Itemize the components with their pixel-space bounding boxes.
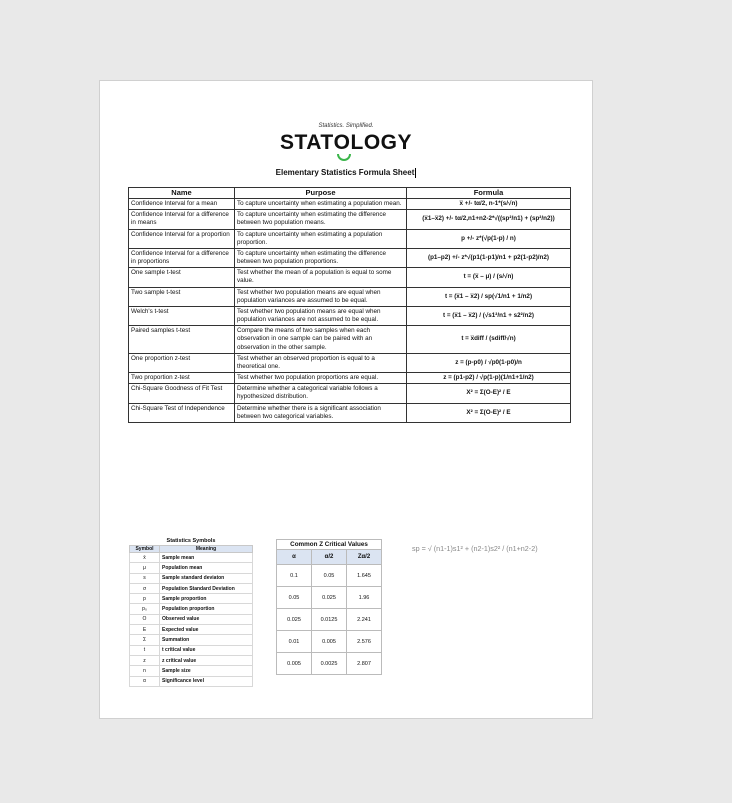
meaning-cell: Expected value [160,625,253,635]
row-formula: t = x̅diff / (sdiff/√n) [407,326,571,354]
meaning-cell: Sample size [160,666,253,676]
row-formula: z = (p-p0) / √p0(1-p0)/n [407,353,571,372]
z-cell: 0.025 [277,609,312,631]
meaning-cell: Observed value [160,614,253,624]
table-row [129,199,571,210]
symbol-row [130,625,253,635]
table-row [129,306,571,325]
row-formula: t = (x̅1 – x̅2) / sp(√1/n1 + 1/n2) [407,287,571,306]
symbol-cell: α [130,676,160,686]
row-purpose: Test whether two population proportions are equal. [235,373,407,384]
symbol-cell: t [130,645,160,655]
row-name: Confidence Interval for a mean [129,199,235,210]
meaning-cell: Sample standard deviaton [160,573,253,583]
symbols-table [129,538,253,687]
z-cell: 0.0125 [312,609,347,631]
table-row [129,210,571,229]
table-row [129,403,571,422]
z-cell: 0.05 [277,587,312,609]
z-cell: 0.005 [277,653,312,675]
z-cell: 2.807 [347,653,382,675]
symbol-cell: μ [130,563,160,573]
symbol-cell: p [130,594,160,604]
row-purpose: To capture uncertainty when estimating the difference between two population proportions. [235,248,407,267]
row-name: Two sample t-test [129,287,235,306]
z-caption: Common Z Critical Values [276,539,382,549]
symbol-row [130,573,253,583]
symbol-row [130,666,253,676]
row-formula: X² = Σ(O-E)² / E [407,403,571,422]
symbol-cell: n [130,666,160,676]
z-cell: 0.025 [312,587,347,609]
meaning-cell: Population mean [160,563,253,573]
table-row [129,287,571,306]
symbols-header-symbol: Symbol [130,546,160,553]
z-cell: 0.005 [312,631,347,653]
symbol-cell: x̄ [130,553,160,563]
row-purpose: To capture uncertainty when estimating the difference between two population means. [235,210,407,229]
meaning-cell: Sample mean [160,553,253,563]
symbol-cell: z [130,655,160,665]
z-row [277,609,382,631]
symbol-cell: p₀ [130,604,160,614]
pooled-sd-formula: sp = √ (n1-1)s1² + (n2-1)s2² / (n1+n2-2) [412,544,538,553]
header-formula: Formula [407,188,571,199]
symbol-row [130,594,253,604]
row-purpose: To capture uncertainty when estimating a population proportion. [235,229,407,248]
z-header-z: Zα/2 [347,550,382,565]
z-header-alpha: α [277,550,312,565]
symbol-row [130,583,253,593]
formula-table [128,187,571,423]
header-name: Name [129,188,235,199]
symbol-row [130,676,253,686]
document-page [100,81,592,718]
meaning-cell: Significance level [160,676,253,686]
z-critical-table [276,539,382,675]
row-purpose: Determine whether there is a significant association between two categorical variables. [235,403,407,422]
symbol-cell: O [130,614,160,624]
meaning-cell: Sample proportion [160,594,253,604]
row-name: One sample t-test [129,268,235,287]
z-cell: 2.576 [347,631,382,653]
table-row [129,326,571,354]
symbol-row [130,655,253,665]
symbol-cell: σ [130,583,160,593]
statology-logo: STATO LOGY [100,131,592,155]
table-row [129,353,571,372]
z-cell: 0.1 [277,565,312,587]
header-purpose: Purpose [235,188,407,199]
symbols-header-meaning: Meaning [160,546,253,553]
row-formula: t = (x̅1 – x̅2) / (√s1²/n1 + s2²/n2) [407,306,571,325]
table-row [129,229,571,248]
row-purpose: Test whether two population means are equal when population variances are not assumed to be equal. [235,306,407,325]
symbol-row [130,604,253,614]
table-row [129,248,571,267]
z-cell: 0.0025 [312,653,347,675]
table-row [129,373,571,384]
row-name: Chi-Square Goodness of Fit Test [129,384,235,403]
symbols-caption: Statistics Symbols [166,538,216,544]
row-name: Two proportion z-test [129,373,235,384]
z-cell: 1.96 [347,587,382,609]
smile-icon [337,154,351,161]
row-name: Confidence Interval for a difference in means [129,210,235,229]
document-title[interactable]: Elementary Statistics Formula Sheet [275,168,415,178]
row-formula: t = (x̅ – μ) / (s/√n) [407,268,571,287]
symbol-row [130,614,253,624]
meaning-cell: Population Standard Deviation [160,583,253,593]
row-purpose: Test whether two population means are equal when population variances are assumed to be equal. [235,287,407,306]
row-name: One proportion z-test [129,353,235,372]
symbol-cell: E [130,625,160,635]
row-name: Welch's t-test [129,306,235,325]
symbol-row [130,645,253,655]
meaning-cell: Summation [160,635,253,645]
row-name: Paired samples t-test [129,326,235,354]
row-formula: z = (p1-p2) / √p(1-p)(1/n1+1/n2) [407,373,571,384]
row-formula: X² = Σ(O-E)² / E [407,384,571,403]
row-formula: (x̅1–x̅2) +/- tα/2,n1+n2-2*√((sp²/n1) + (sp²/n2)) [407,210,571,229]
row-formula: x̅ +/- tα/2, n-1*(s/√n) [407,199,571,210]
row-purpose: To capture uncertainty when estimating a population mean. [235,199,407,210]
z-cell: 0.05 [312,565,347,587]
meaning-cell: z critical value [160,655,253,665]
symbol-row [130,553,253,563]
row-purpose: Compare the means of two samples when each observation in one sample can be paired with an observation in the other sample. [235,326,407,354]
z-cell: 2.241 [347,609,382,631]
symbol-row [130,635,253,645]
symbol-cell: s [130,573,160,583]
text-cursor [415,168,416,178]
table-row [129,268,571,287]
row-purpose: Test whether an observed proportion is equal to a theoretical one. [235,353,407,372]
z-row [277,565,382,587]
z-row [277,587,382,609]
row-name: Confidence Interval for a difference in proportions [129,248,235,267]
row-formula: (p1–p2) +/- z*√(p1(1-p1)/n1 + p2(1-p2)/n2) [407,248,571,267]
z-header-alpha-half: α/2 [312,550,347,565]
tagline: Statistics. Simplified. [318,123,374,129]
meaning-cell: t critical value [160,645,253,655]
row-name: Chi-Square Test of Independence [129,403,235,422]
z-cell: 1.645 [347,565,382,587]
row-formula: p +/- z*(√p(1-p) / n) [407,229,571,248]
symbol-row [130,563,253,573]
symbol-cell: Σ [130,635,160,645]
z-cell: 0.01 [277,631,312,653]
table-row [129,384,571,403]
z-row [277,631,382,653]
meaning-cell: Population proportion [160,604,253,614]
row-purpose: Test whether the mean of a population is equal to some value. [235,268,407,287]
z-row [277,653,382,675]
row-purpose: Determine whether a categorical variable follows a hypothesized distribution. [235,384,407,403]
row-name: Confidence Interval for a proportion [129,229,235,248]
